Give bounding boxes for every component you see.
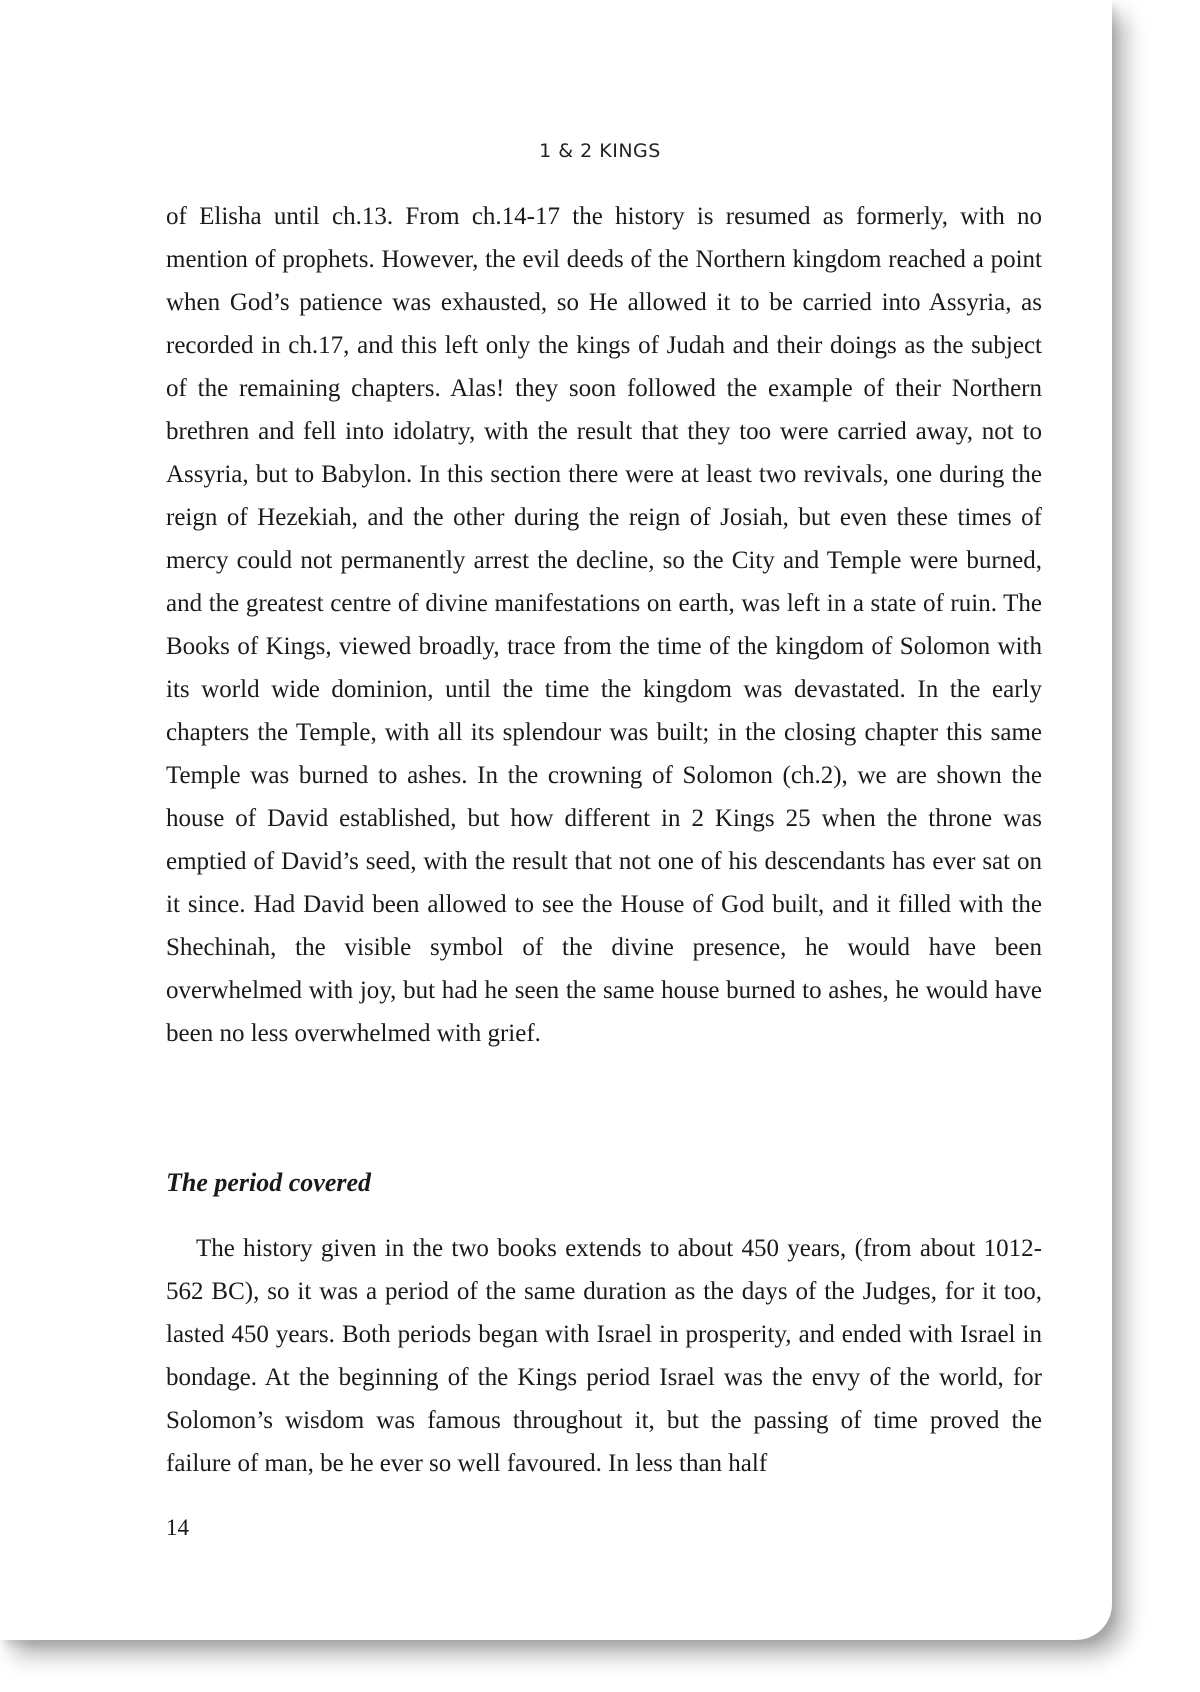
body-paragraph: of Elisha until ch.13. From ch.14-17 the history is resumed as formerly, with no mention of prophets. However, the evil deeds of the Northern kingdom reached a point when God’s patience was exhausted, so He allowed it to be carried into Assyria, as recorded in ch.17, and this left only the kings of Judah and their doings as the subject of the remaining chapters. Alas! they soon followed the example of their Northern brethren and fell into idolatry, with the result that they too were carried away, not to Assyria, but to Babylon. In this section there were at least two revivals, one during the reign of Hezekiah, and the other during the reign of Josiah, but even these times of mercy could not permanently arrest the decline, so the City and Temple were burned, and the greatest centre of divine manifestations on earth, was left in a state of ruin. The Books of Kings, viewed broadly, trace from the time of the kingdom of Solomon with its world wide dominion, until the time the kingdom was devastated. In the early chapters the Temple, with all its splendour was built; in the closing chapter this same Temple was burned to ashes. In the crowning of Solomon (ch.2), we are shown the house of David established, but how different in 2 Kings 25 when the throne was emptied of David’s seed, with the result that not one of his descendants has ever sat on it since. Had David been allowed to see the House of God built, and it filled with the Shechinah, the visible symbol of the divine presence, he would have been overwhelmed with joy, but had he seen the same house burned to ashes, he would have been no less overwhelmed with grief.: [166, 203, 1042, 1047]
body-paragraph: The history given in the two books extends to about 450 years, (from about 1012- 562 BC), so it was a period of the same duration as the days of the Judges, for it too, lasted 450 years. Both periods began with Israel in prosperity, and ended with Israel in bondage. At the beginning of the Kings period Israel was the envy of the world, for Solomon’s wisdom was famous throughout it, but the passing of time proved the failure of man, be he ever so well favoured. In less than half: [166, 1235, 1042, 1477]
section-heading: The period covered: [166, 1168, 372, 1197]
running-head: 1 & 2 KINGS: [539, 140, 661, 162]
page-number: 14: [166, 1515, 189, 1540]
